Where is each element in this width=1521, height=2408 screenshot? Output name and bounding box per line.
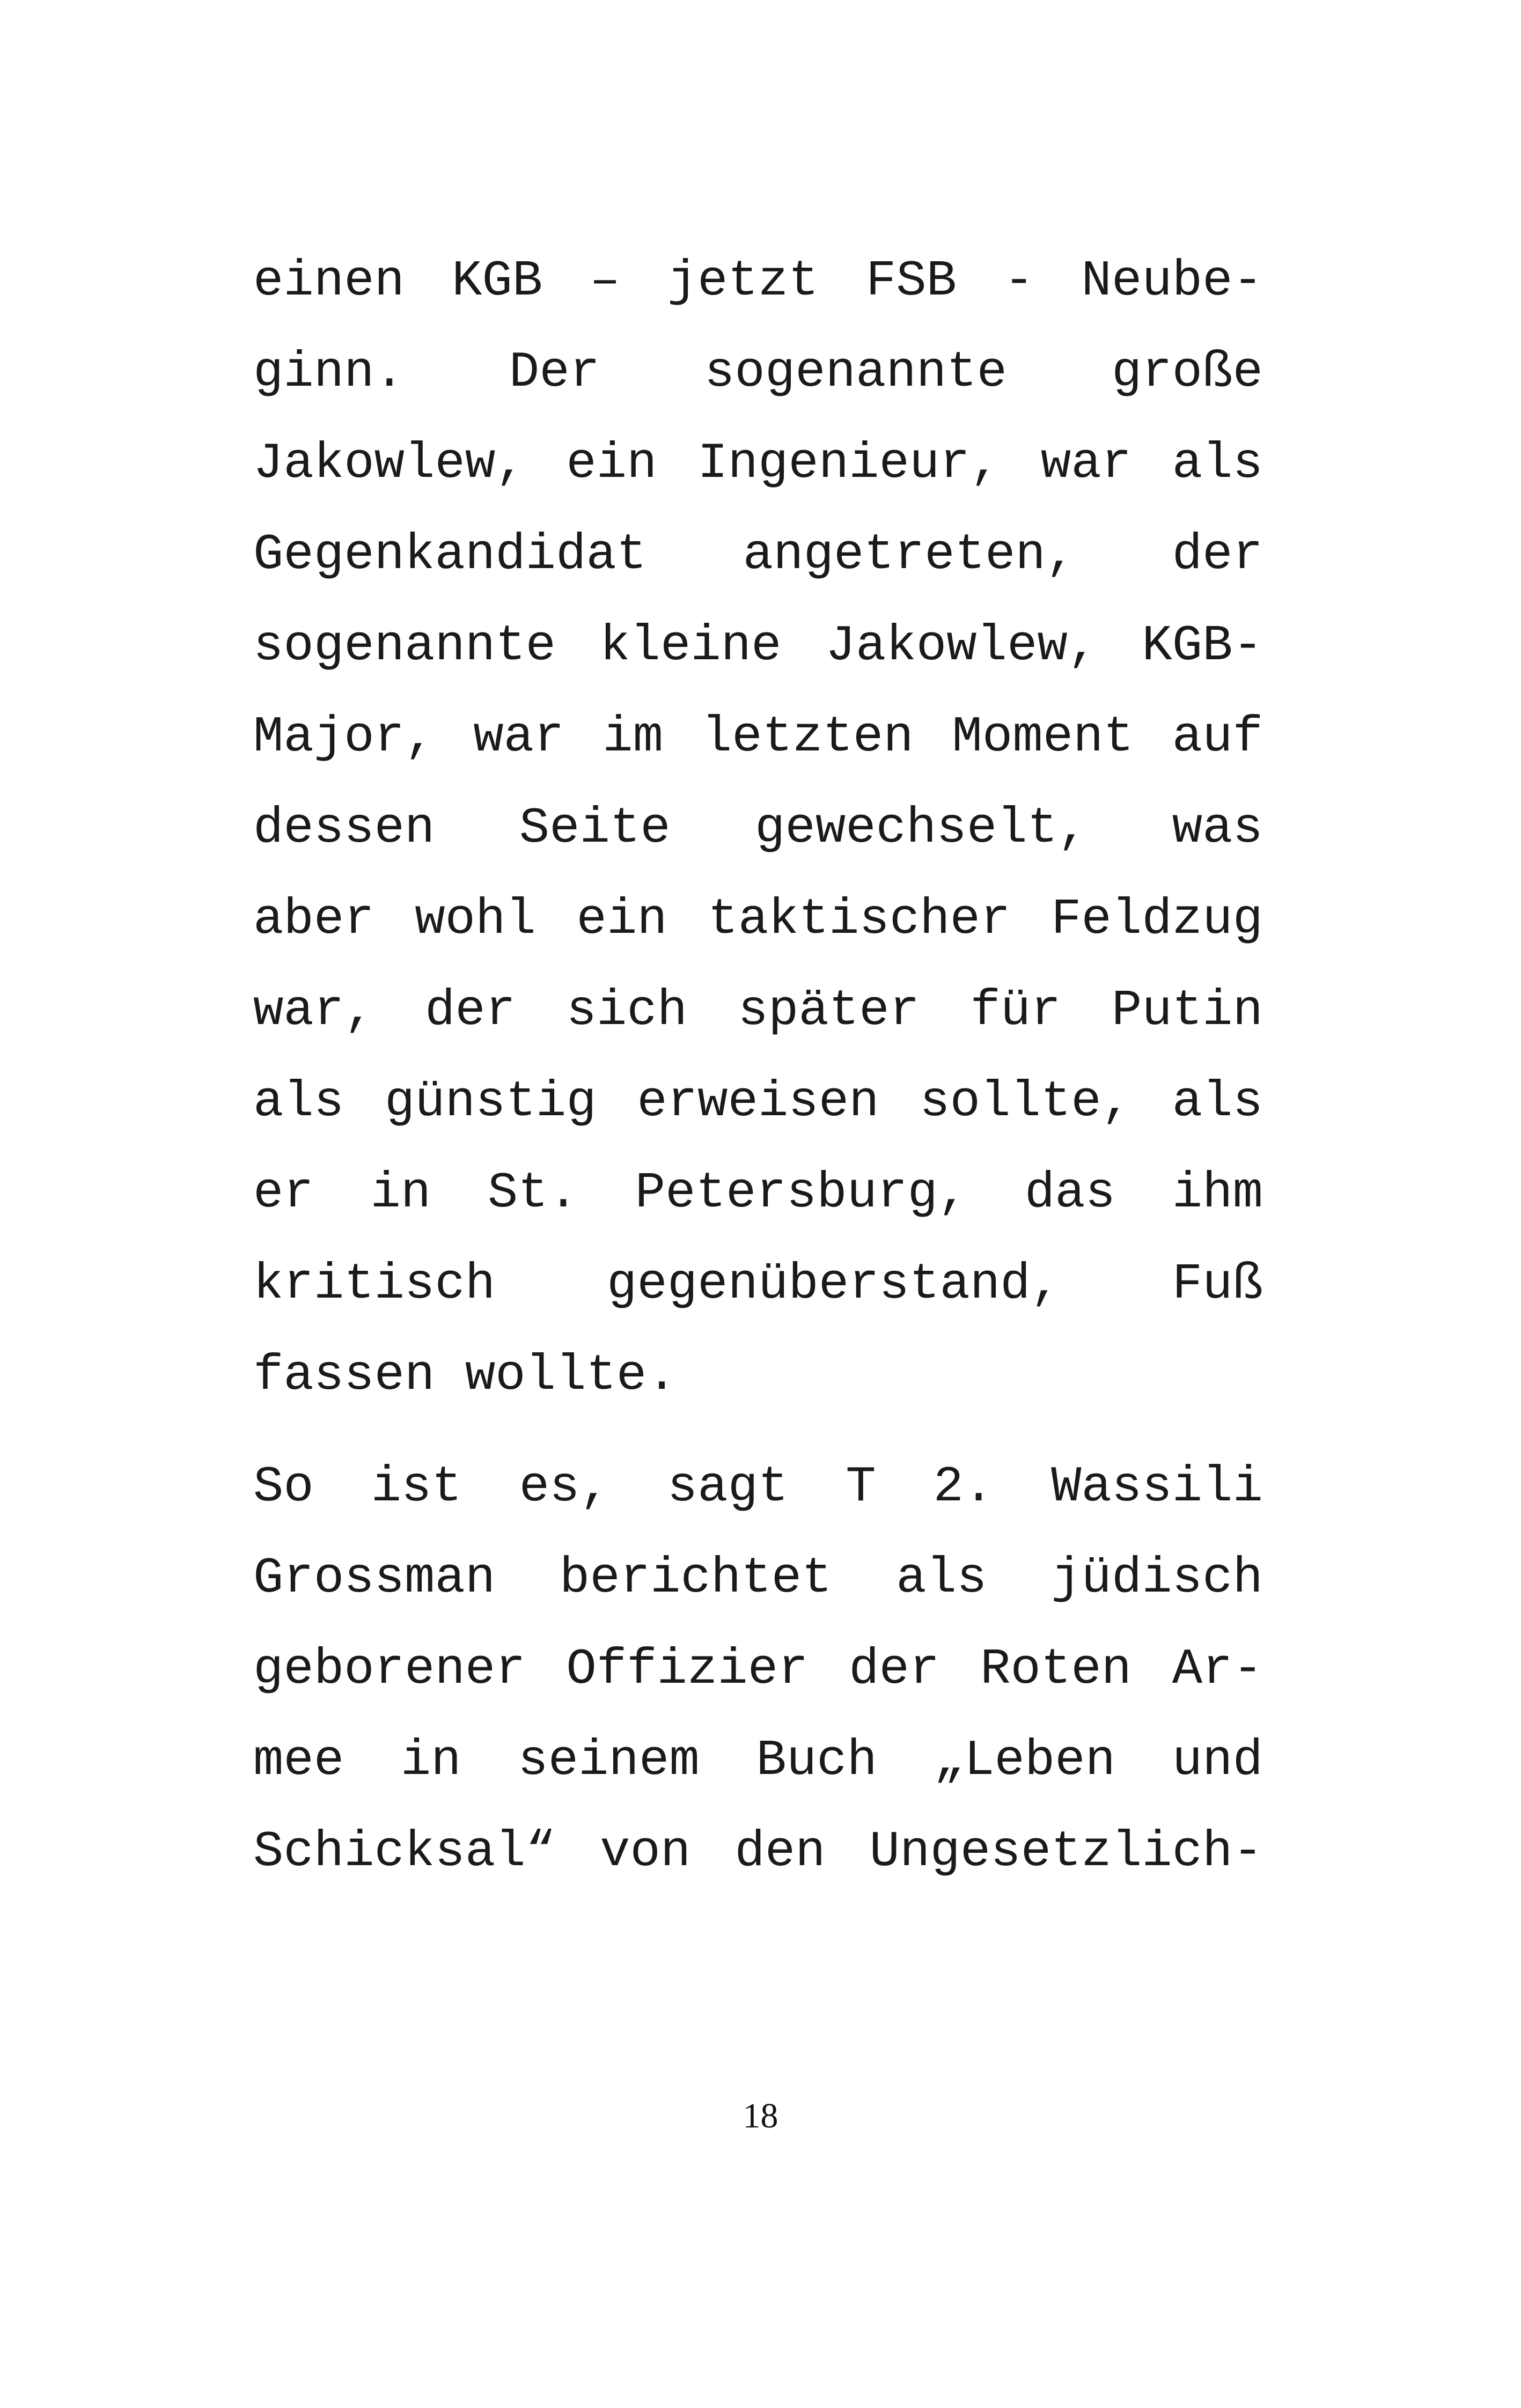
text-line: ginn. Der sogenannte große bbox=[253, 344, 1263, 401]
text-line: er in St. Petersburg, das ihm bbox=[253, 1165, 1263, 1222]
text-line: Major, war im letzten Moment auf bbox=[253, 709, 1263, 766]
text-line: einen KGB – jetzt FSB - Neube- bbox=[253, 253, 1263, 310]
text-line: geborener Offizier der Roten Ar- bbox=[253, 1641, 1263, 1698]
text-line: Jakowlew, ein Ingenieur, war als bbox=[253, 436, 1263, 492]
text-line: dessen Seite gewechselt, was bbox=[253, 800, 1263, 857]
text-line: mee in seinem Buch „Leben und bbox=[253, 1733, 1263, 1790]
text-line: Schicksal“ von den Ungesetzlich- bbox=[253, 1824, 1263, 1881]
text-line: als günstig erweisen sollte, als bbox=[253, 1074, 1263, 1131]
page-number: 18 bbox=[743, 2096, 778, 2135]
text-line: sogenannte kleine Jakowlew, KGB- bbox=[253, 618, 1263, 675]
text-line: Grossman berichtet als jüdisch bbox=[253, 1550, 1263, 1607]
text-line: kritisch gegenüberstand, Fuß bbox=[253, 1256, 1263, 1313]
text-line: aber wohl ein taktischer Feldzug bbox=[253, 892, 1263, 948]
text-line: fassen wollte. bbox=[253, 1347, 677, 1404]
text-line: So ist es, sagt T 2. Wassili bbox=[253, 1459, 1263, 1516]
text-line: war, der sich später für Putin bbox=[253, 983, 1263, 1040]
text-line: Gegenkandidat angetreten, der bbox=[253, 527, 1263, 584]
